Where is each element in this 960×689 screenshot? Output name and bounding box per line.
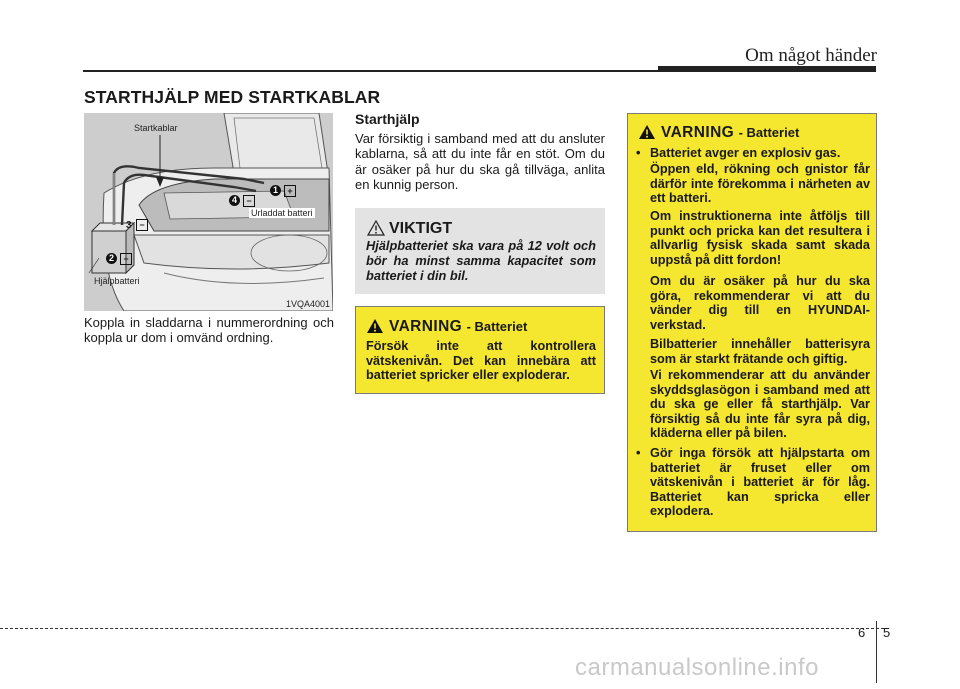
notice-box: [355, 208, 605, 294]
bullet-text: Gör inga försök att hjälpstarta om batteriet är fruset eller om vätskenivån i batteriet är för låg. Batteriet kan spricka eller explodera.: [650, 446, 870, 519]
warning-text: Försök inte att kontrollera vätskenivån. Det kan innebära att batteriet spricker eller exploderar.: [366, 339, 596, 383]
notice-text: Hjälpbatteriet ska vara på 12 volt och bör ha minst samma kapacitet som batteriet i din bil.: [366, 238, 596, 284]
warning-paragraph: Bilbatterier innehåller batterisyra som är starkt frätande och giftig.: [650, 337, 870, 366]
label-cables: Startkablar: [134, 123, 178, 133]
figure-caption: Koppla in sladdarna i nummerordning och koppla ur dom i omvänd ordning.: [84, 315, 334, 345]
warning-title-main: VARNING: [661, 124, 735, 141]
jumpstart-heading: Starthjälp: [355, 111, 420, 127]
polarity-plus-2: +: [120, 253, 132, 265]
header-rule: [83, 70, 658, 72]
marker-2: 2: [106, 253, 117, 264]
section-title: STARTHJÄLP MED STARTKABLAR: [84, 87, 381, 107]
chapter-title: Om något händer: [745, 45, 877, 66]
label-aux-battery: Hjälpbatteri: [94, 276, 140, 286]
header-rule-accent: [658, 66, 876, 72]
warning-title: [389, 318, 527, 336]
figure-code: 1VQA4001: [285, 299, 330, 309]
jumpstart-text: Var försiktig i samband med att du ansluter kablarna, så att du inte får en stöt. Om du är osäker på hur du ska gå tillväga, anlita en kunnig person.: [355, 131, 605, 193]
marker-3: 3: [126, 220, 132, 231]
warning-icon: [638, 124, 656, 140]
polarity-minus-4: −: [243, 195, 255, 207]
warning-title-sub: - Batteriet: [738, 125, 800, 140]
warning-paragraph: Vi rekommenderar att du använder skyddsglasögon i samband med att du ska ge eller få starthjälp. Var försiktig så du inte får syra på dig, kläderna eller på bilen.: [650, 368, 870, 441]
bullet-item: [636, 446, 870, 519]
chapter-number: 6: [858, 625, 866, 640]
bullet-dot: •: [636, 446, 641, 460]
jumpstart-illustration: [84, 113, 333, 311]
page-number-divider: [876, 621, 877, 683]
bullet-text: Batteriet avger en explosiv gas.: [650, 146, 841, 160]
warning-paragraph: Öppen eld, rökning och gnistor får därför inte förekomma i närheten av ett batteri.: [650, 162, 870, 206]
warning-title: [661, 124, 799, 142]
warning-paragraph: Om du är osäker på hur du ska göra, rekommenderar vi att du vänder dig till en HYUNDAI-verkstad.: [650, 274, 870, 332]
marker-1: 1: [270, 185, 281, 196]
watermark: carmanualsonline.info: [575, 654, 819, 681]
caution-outline-icon: [367, 220, 385, 236]
warning-icon: [366, 318, 384, 334]
bullet-dot: •: [636, 146, 641, 160]
marker-4: 4: [229, 195, 240, 206]
notice-title: VIKTIGT: [389, 220, 453, 237]
label-dead-battery: Urladdat batteri: [251, 208, 313, 218]
warning-title-main: VARNING: [389, 318, 463, 335]
warning-title-sub: - Batteriet: [466, 319, 528, 334]
warning-box-fluid: [355, 306, 605, 394]
polarity-plus-1: +: [284, 185, 296, 197]
page-number: 5: [883, 625, 891, 640]
warning-box-battery: [627, 113, 877, 532]
warning-paragraph: Om instruktionerna inte åtföljs till punkt och pricka kan det resultera i allvarlig fysisk skada samt skada uppstå på ditt fordon!: [650, 209, 870, 267]
bullet-item: [636, 146, 870, 161]
polarity-minus-3: −: [136, 219, 148, 231]
footer-rule: [0, 628, 884, 629]
